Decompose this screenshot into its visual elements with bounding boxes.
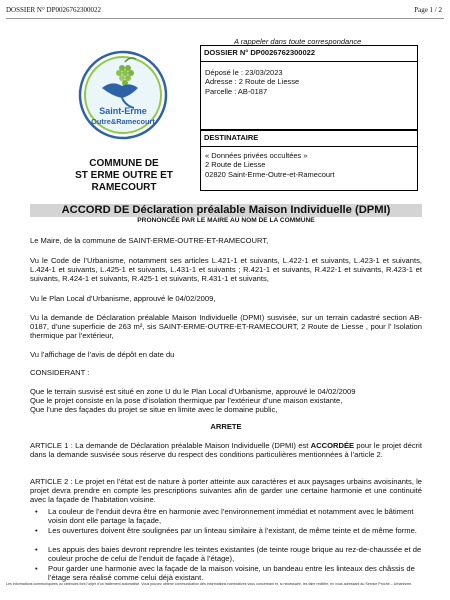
- bullet-icon: •: [35, 564, 38, 573]
- list-item: [35, 526, 422, 535]
- article-1-decision: ACCORDÉE: [310, 441, 355, 450]
- dossier-box: [200, 45, 418, 130]
- decision-title: ACCORD DE Déclaration préalable Maison Individuelle (DPMI): [30, 204, 422, 217]
- request-clause: Vu la demande de Déclaration préalable Maison Individuelle (DPMI) susvisée, sur un terrain cadastré section AB-0187, d’une superficie de 263 m², sis SAINT-ERME-OUTRE-ET-RAMECOURT, 2 Route de Liesse , pour l’ Isolation thermique par l’extérieur,: [30, 313, 422, 341]
- article-1-text-end: pour le projet décrit dans la demande susvisée sous réserve du respect des conditions particulières mentionnées à l’article 2.: [30, 441, 422, 460]
- article-1-text: ARTICLE 1 : La demande de Déclaration préalable Maison Individuelle (DPMI) est: [30, 441, 311, 450]
- decision-subtitle: PRONONCÉE PAR LE MAIRE AU NOM DE LA COMMUNE: [137, 217, 315, 224]
- dossier-parcel: Parcelle : AB-0187: [205, 86, 268, 96]
- considering-heading: CONSIDERANT :: [30, 368, 90, 377]
- article-2: ARTICLE 2 : Le projet en l’état est de nature à porter atteinte aux caractères et aux paysages urbains avoisinants, le projet devra prendre en compte les prescriptions suivantes afin de garder une certaine harmonie et une continuité avec la façade de l’habitation voisine.: [30, 477, 422, 505]
- list-item-text: Les ouvertures doivent être soulignées par un linteau similaire à l’existant, de même teinte et de même forme.: [48, 526, 417, 535]
- commune-logo: [78, 50, 168, 140]
- dossier-deposit-date: Déposé le : 23/03/2023: [205, 67, 283, 77]
- plu-clause: Vu le Plan Local d’Urbanisme, approuvé le 04/02/2009,: [30, 294, 216, 303]
- correspondence-reminder: A rappeler dans toute correspondance: [234, 37, 362, 46]
- notice-clause: Vu l’affichage de l’avis de dépôt en date du: [30, 350, 175, 359]
- recipient-name: « Données privées occultées »: [205, 150, 308, 160]
- mayor-intro: Le Maire, de la commune de SAINT-ERME-OUTRE-ET-RAMECOURT,: [30, 236, 269, 245]
- bullet-icon: •: [35, 526, 38, 535]
- logo-line2: Outre&Ramecourt: [91, 117, 155, 126]
- recipient-city: 02820 Saint-Erme-Outre-et-Ramecourt: [205, 169, 335, 179]
- dossier-address: Adresse : 2 Route de Liesse: [205, 77, 300, 86]
- recipient-street: 2 Route de Liesse: [205, 160, 266, 169]
- commune-name: [70, 158, 178, 194]
- list-item: [35, 564, 422, 583]
- bullet-icon: •: [35, 545, 38, 554]
- article-1: [30, 441, 422, 459]
- header-dossier-ref: DOSSIER N° DP0026762300022: [6, 6, 101, 14]
- list-item-text: Les appuis des baies devront reprendre les teintes existantes (de teinte rouge brique au rez-de-chaussée et de couleur proche de celui de l’enduit de façade à l’étage),: [48, 545, 422, 564]
- list-item-text: La couleur de l’enduit devra être en harmonie avec l’environnement immédiat et notamment avec le bâtiment voisin dont elle partage la façade,: [48, 507, 414, 526]
- considering-facade: Que l’une des façades du projet se situe en limite avec le domaine public,: [30, 405, 278, 414]
- arrete-heading: ARRETE: [210, 422, 242, 431]
- logo-line1: Saint-Erme: [99, 106, 147, 116]
- list-item: [35, 507, 422, 526]
- urbanism-code-clause: Vu le Code de l’Urbanisme, notamment ses articles L.421-1 et suivants, L.422-1 et suivants, L.423-1 et suivants, L.424-1 et suivants, L.425-1 et suivants, L.431-1 et suivants ; R.421-1 et suivants, R.422-1 et suivants, R.423-1 et suivants, R.424-1 et suivants, R.425-1 et suivants, R.431-1 et suivants,: [30, 256, 422, 284]
- list-item: [35, 545, 422, 564]
- recipient-box: [200, 130, 418, 191]
- commune-line: RAMECOURT: [91, 182, 157, 193]
- bullet-icon: •: [35, 507, 38, 516]
- commune-line: COMMUNE DE: [89, 158, 159, 169]
- dossier-box-title: DOSSIER N° DP0026762300022: [204, 48, 315, 57]
- considering-project: Que le projet consiste en la pose d’isolation thermique par l’extérieur d’une maison existante,: [30, 396, 343, 405]
- considering-zone: Que le terrain susvisé est situé en zone U du le Plan Local d’Urbanisme, approuvé le 04/02/2009: [30, 387, 356, 396]
- list-item-text: Pour garder une harmonie avec la façade de la maison voisine, un bandeau entre les linteaux des châssis de l’étage sera réalisé comme celui déjà existant.: [48, 564, 415, 583]
- header-divider: [6, 18, 444, 19]
- privacy-footer: Les informations communiquées ou obtenues font l’objet d’un traitement automatisé. Vous pouvez obtenir communication des informations nominatives vous concernant et, si nécessaire, les faire rectifier, en vous adressant au Service Proche – Urbanisme.: [6, 582, 413, 586]
- commune-line: ST ERME OUTRE ET: [75, 170, 173, 181]
- recipient-box-title: DESTINATAIRE: [204, 133, 259, 142]
- header-page-number: Page 1 / 2: [414, 6, 442, 14]
